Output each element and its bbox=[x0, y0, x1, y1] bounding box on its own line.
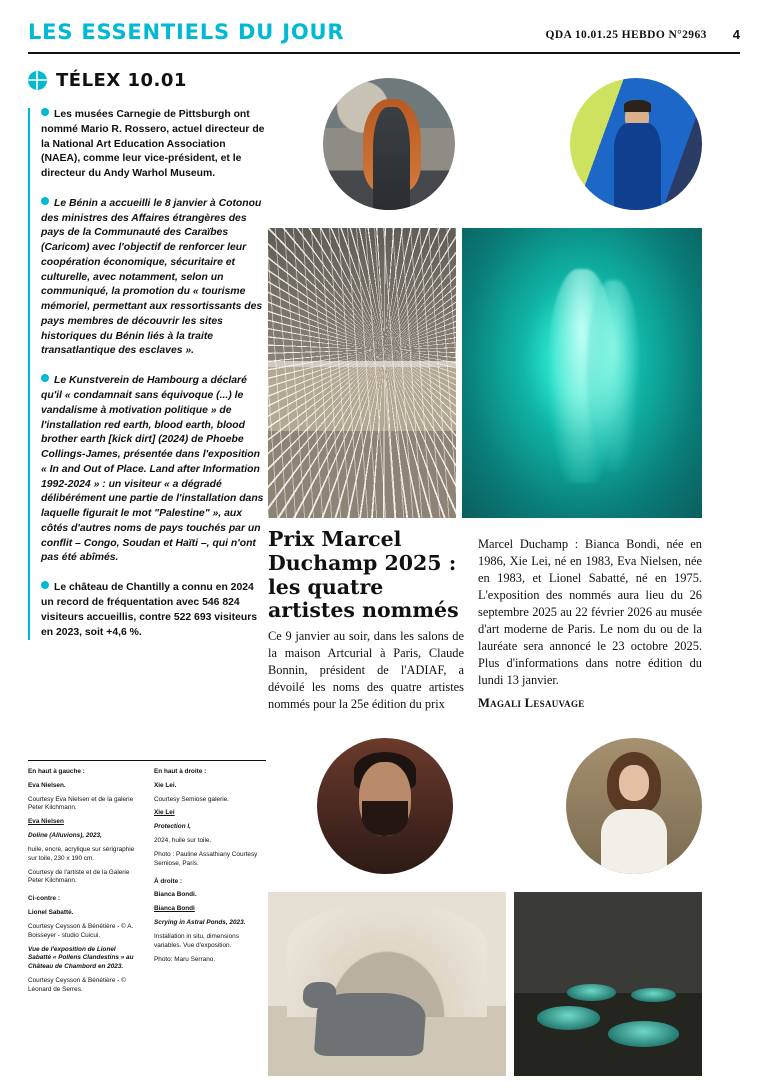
caption-subject: Eva Nielsen. bbox=[28, 781, 66, 789]
caption-column-right bbox=[154, 768, 266, 1004]
caption-credit: Courtesy Semiose galerie. bbox=[154, 795, 229, 803]
caption-artist: Xie Lei bbox=[154, 809, 175, 817]
caption-work: Doline (Alluvions), 2023, bbox=[28, 832, 102, 840]
caption-block bbox=[28, 760, 266, 1004]
telex-title: TÉLEX 10.01 bbox=[56, 70, 187, 91]
caption-credit: Courtesy Ceysson & Bénétière - © A. Boisseyer - studio Cuicui. bbox=[28, 922, 134, 939]
list-item bbox=[41, 197, 266, 359]
caption-subject: Bianca Bondi. bbox=[154, 891, 197, 899]
caption-heading: À droite : bbox=[154, 877, 183, 885]
caption-detail: Installation in situ, dimensions variables. Vue d'exposition. bbox=[154, 932, 239, 949]
caption-work: Protection I, bbox=[154, 823, 191, 831]
masthead-right bbox=[546, 27, 740, 44]
article-byline: Magali Lesauvage bbox=[478, 695, 585, 710]
bullet-icon bbox=[41, 374, 49, 382]
caption-divider bbox=[28, 760, 266, 761]
portrait-lionel-sabatte bbox=[317, 738, 453, 874]
telex-list bbox=[28, 108, 266, 640]
page-number: 4 bbox=[732, 27, 740, 42]
caption-detail: 2024, huile sur toile. bbox=[154, 837, 212, 845]
caption-heading: Ci-contre : bbox=[28, 895, 60, 903]
artwork-scrying-astral-ponds bbox=[514, 892, 702, 1076]
caption-column-left bbox=[28, 768, 140, 1004]
list-item bbox=[41, 108, 266, 182]
caption-entry bbox=[28, 768, 140, 886]
bullet-icon bbox=[41, 197, 49, 205]
artwork-pollens-clandestins bbox=[268, 892, 506, 1076]
telex-column bbox=[28, 108, 266, 655]
portrait-xie-lei bbox=[570, 78, 702, 210]
caption-artist: Bianca Bondi bbox=[154, 905, 195, 913]
portrait-bianca-bondi bbox=[566, 738, 702, 874]
globe-icon bbox=[28, 71, 47, 90]
caption-subject: Xie Lei. bbox=[154, 781, 177, 789]
caption-credit: Courtesy Eva Nielsen et de la galerie Peter Kilchmann. bbox=[28, 795, 134, 812]
telex-item-text: Le Bénin a accueilli le 8 janvier à Cotonou des ministres des Affaires étrangères des pays de la Communauté des Caraïbes (Caricom) avec l'objectif de renforcer leur coopération économique, sécuritaire et culturelle, avec notamment, selon un communiqué, la promotion du « tourisme mémoriel, permettant aux ressortissants des pays membres de découvrir les sites historiques du Bénin liés à la traite transatlantique des esclaves ». bbox=[41, 197, 263, 357]
artwork-doline-alluvions bbox=[268, 228, 456, 518]
caption-detail: huile, encre, acrylique sur sérigraphie sur toile, 230 x 190 cm. bbox=[28, 845, 135, 862]
issue-label: QDA 10.01.25 HEBDO N°2963 bbox=[545, 28, 707, 41]
header-divider bbox=[28, 52, 740, 54]
article-body-col2 bbox=[478, 536, 702, 712]
caption-credit-2: Courtesy de l'artiste et de la Galerie Peter Kilchmann. bbox=[28, 868, 130, 885]
telex-item-text: Le Kunstverein de Hambourg a déclaré qu'il « condamnait sans équivoque (...) le vandalisme à motivation politique » de l'installation red earth, blood earth, blood brother earth [kick dirt] (2024) de Phoebe Collings-James, présentée dans l'exposition « In and Out of Place. Land after Information 1992-2024 » : un visiteur « a dégradé délibérément une partie de l'installation dans laquelle figurait le mot "Palestine" », aux côtés d'autres noms de pays touchés par un conflit – Congo, Soudan et Haïti –, qui n'ont pas été abîmés. bbox=[41, 375, 264, 564]
portrait-eva-nielsen bbox=[323, 78, 455, 210]
article-body-col2-text: Marcel Duchamp : Bianca Bondi, née en 1986, Xie Lei, né en 1983, Eva Nielsen, née en 1983, et Lionel Sabatté, né en 1975. L'exposition des nommés aura lieu du 26 septembre 2025 au 22 février 2026 au musée d'art moderne de Paris. Le nom du ou de la lauréate sera annoncé le 23 octobre 2025. Plus d'informations dans notre édition du lundi 13 janvier. bbox=[478, 537, 702, 687]
artwork-protection-i bbox=[462, 228, 702, 518]
caption-heading: En haut à droite : bbox=[154, 768, 207, 775]
caption-work: Scrying in Astral Ponds, 2023. bbox=[154, 919, 246, 927]
article-body-col1: Ce 9 janvier au soir, dans les salons de la maison Artcurial à Paris, Claude Bonnin, président de l'ADIAF, a dévoilé les noms des quatre artistes nommés pour la 25e édition du prix bbox=[268, 629, 464, 711]
bullet-icon bbox=[41, 108, 49, 116]
caption-credit-2: Courtesy Ceysson & Bénétière - © Léonard de Serres. bbox=[28, 977, 126, 993]
caption-heading: En haut à gauche : bbox=[28, 768, 85, 775]
caption-entry bbox=[154, 768, 266, 869]
list-item bbox=[41, 374, 266, 566]
telex-item-text: Les musées Carnegie de Pittsburgh ont nommé Mario R. Rossero, actuel directeur de la National Art Education Association (NAEA), comme leur vice-président, et le directeur du Andy Warhol Museum. bbox=[41, 109, 265, 180]
caption-entry bbox=[28, 895, 140, 994]
list-item bbox=[41, 581, 266, 640]
telex-item-text: Le château de Chantilly a connu en 2024 un record de fréquentation avec 546 824 visiteurs accueillis, contre 522 693 visiteurs en 2023, soit +4,6 %. bbox=[41, 582, 258, 638]
caption-entry bbox=[154, 878, 266, 965]
caption-work: Vue de l'exposition de Lionel Sabatté « Pollens Clandestins » au Château de Chambord en 2023. bbox=[28, 945, 134, 971]
caption-subject: Lionel Sabatté. bbox=[28, 909, 74, 917]
masthead bbox=[28, 20, 740, 50]
page-title: LES ESSENTIELS DU JOUR bbox=[28, 20, 345, 44]
bullet-icon bbox=[41, 581, 49, 589]
caption-credit-2: Photo: Maru Serrano. bbox=[154, 955, 216, 963]
caption-artist: Eva Nielsen bbox=[28, 818, 64, 826]
article-title: Prix Marcel Duchamp 2025 : les quatre artistes nommés bbox=[268, 527, 459, 623]
caption-credit-2: Photo : Pauline Assathiany Courtesy Semiose, Paris. bbox=[154, 850, 258, 867]
